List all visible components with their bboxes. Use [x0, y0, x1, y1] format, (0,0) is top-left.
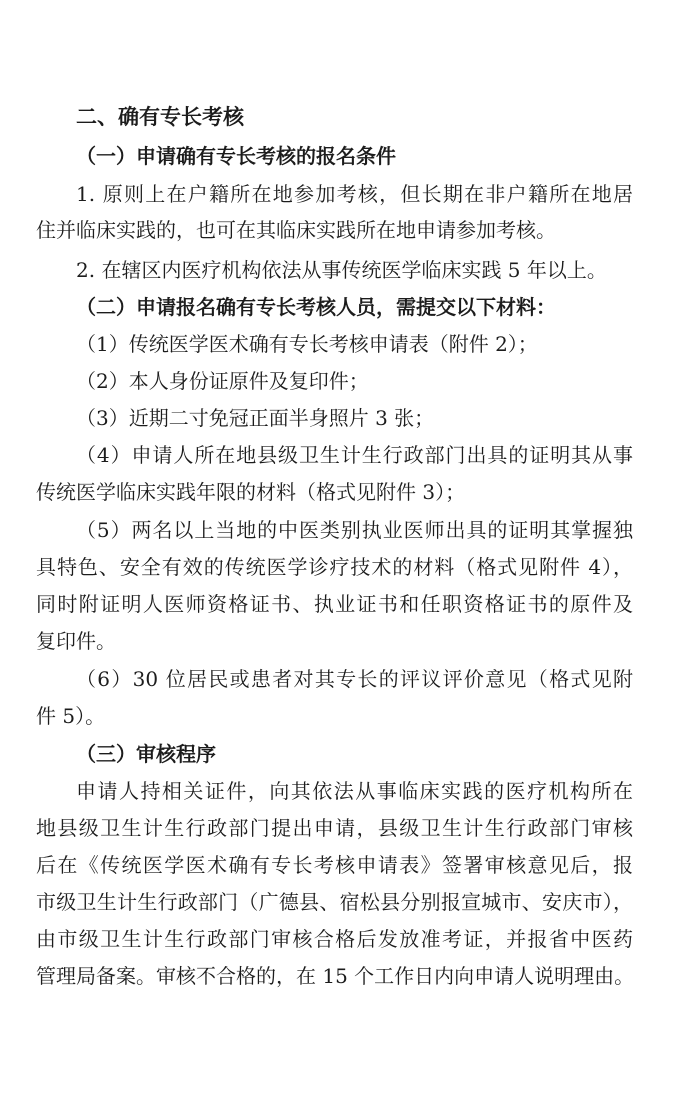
- material-6-line-2: 件 5）。: [36, 704, 106, 728]
- material-5-line-1: （5）两名以上当地的中医类别执业医师出具的证明其掌握独: [76, 518, 633, 542]
- condition-1-line-2: 住并临床实践的，也可在其临床实践所在地申请参加考核。: [36, 218, 556, 242]
- procedure-line-4: 市级卫生计生行政部门（广德县、宿松县分别报宣城市、安庆市），: [36, 890, 633, 914]
- procedure-line-2: 地县级卫生计生行政部门提出申请，县级卫生计生行政部门审核: [36, 816, 633, 840]
- procedure-line-1: 申请人持相关证件，向其依法从事临床实践的医疗机构所在: [76, 779, 633, 803]
- material-3: （3）近期二寸免冠正面半身照片 3 张；: [76, 406, 435, 430]
- material-5-line-4: 复印件。: [36, 629, 116, 653]
- subsection-title-1: （一）申请确有专长考核的报名条件: [76, 144, 396, 168]
- material-4-line-1: （4）申请人所在地县级卫生计生行政部门出具的证明其从事: [76, 443, 633, 467]
- material-2: （2）本人身份证原件及复印件；: [76, 369, 369, 393]
- subsection-title-3: （三）审核程序: [76, 742, 216, 766]
- procedure-line-3: 后在《传统医学医术确有专长考核申请表》签署审核意见后，报: [36, 853, 633, 877]
- procedure-line-6: 管理局备案。审核不合格的，在 15 个工作日内向申请人说明理由。: [36, 964, 635, 988]
- condition-1-line-1: 1. 原则上在户籍所在地参加考核，但长期在非户籍所在地居: [76, 182, 633, 206]
- condition-2: 2. 在辖区内医疗机构依法从事传统医学临床实践 5 年以上。: [76, 258, 607, 282]
- procedure-line-5: 由市级卫生计生行政部门审核合格后发放准考证，并报省中医药: [36, 927, 633, 951]
- material-6-line-1: （6）30 位居民或患者对其专长的评议评价意见（格式见附: [76, 667, 633, 691]
- subsection-title-2: （二）申请报名确有专长考核人员，需提交以下材料：: [76, 295, 556, 319]
- material-5-line-2: 具特色、安全有效的传统医学诊疗技术的材料（格式见附件 4），: [36, 555, 633, 579]
- material-1: （1）传统医学医术确有专长考核申请表（附件 2）；: [76, 332, 538, 356]
- section-heading: 二、确有专长考核: [76, 105, 244, 129]
- material-4-line-2: 传统医学临床实践年限的材料（格式见附件 3）；: [36, 480, 466, 504]
- material-5-line-3: 同时附证明人医师资格证书、执业证书和任职资格证书的原件及: [36, 592, 633, 616]
